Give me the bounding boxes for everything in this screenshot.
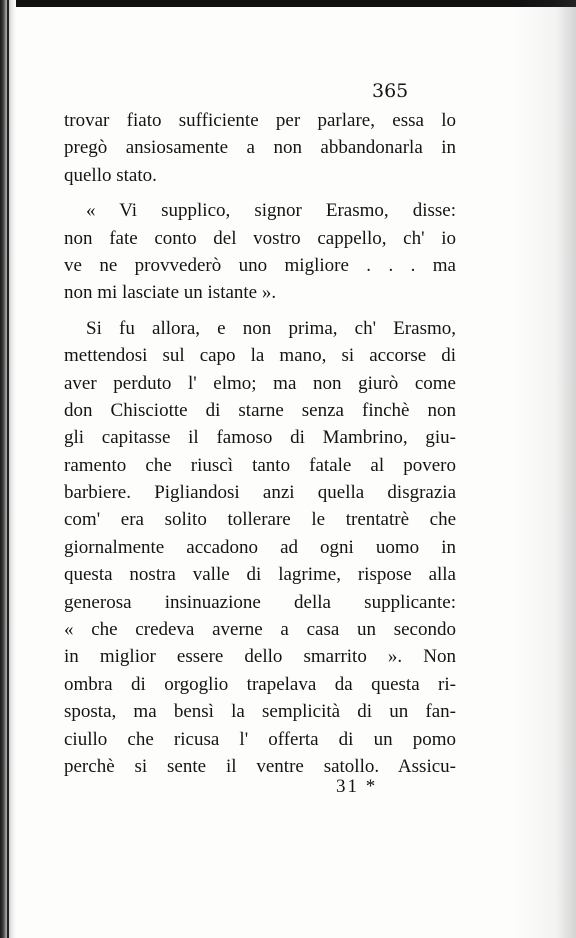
text-line: perchè si sente il ventre satollo. Assicu-: [64, 755, 456, 777]
page-number: 365: [372, 80, 409, 102]
text-line: in miglior essere dello smarrito ». Non: [64, 646, 456, 668]
text-line: barbiere. Pigliandosi anzi quella disgrazia: [64, 482, 456, 504]
body-text: [64, 107, 456, 780]
text-line: ciullo che ricusa l' offerta di un pomo: [64, 728, 456, 750]
text-line: generosa insinuazione della supplicante:: [64, 591, 456, 613]
text-line: don Chisciotte di starne senza finchè non: [64, 399, 456, 421]
text-line: giornalmente accadono ad ogni uomo in: [64, 536, 456, 558]
text-line: gli capitasse il famoso di Mambrino, giu-: [64, 427, 456, 449]
text-line: « che credeva averne a casa un secondo: [64, 619, 456, 641]
text-line: mettendosi sul capo la mano, si accorse di: [64, 345, 456, 367]
text-line: non fate conto del vostro cappello, ch' io: [64, 227, 456, 249]
text-line: quello stato.: [64, 164, 157, 186]
text-line: ve ne provvederò uno migliore . . . ma: [64, 254, 456, 276]
binding-line: [7, 0, 9, 938]
text-line: sposta, ma bensì la semplicità di un fan-: [64, 701, 456, 723]
text-line: trovar fiato sufficiente per parlare, essa lo: [64, 110, 456, 131]
signature-mark: 31 *: [336, 776, 378, 797]
text-line: non mi lasciate un istante ».: [64, 282, 277, 304]
text-line: pregò ansiosamente a non abbandonarla in: [64, 137, 456, 159]
text-line: Si fu allora, e non prima, ch' Erasmo,: [86, 317, 456, 339]
top-edge: [0, 0, 576, 7]
text-line: aver perduto l' elmo; ma non giurò come: [64, 372, 456, 394]
text-line: « Vi supplico, signor Erasmo, disse:: [86, 200, 456, 222]
text-line: com' era solito tollerare le trentatrè che: [64, 509, 456, 531]
text-line: ramento che riuscì tanto fatale al povero: [64, 454, 456, 476]
text-line: ombra di orgoglio trapelava da questa ri-: [64, 673, 456, 695]
text-line: questa nostra valle di lagrime, rispose alla: [64, 564, 456, 586]
page-shadow: [516, 0, 576, 938]
